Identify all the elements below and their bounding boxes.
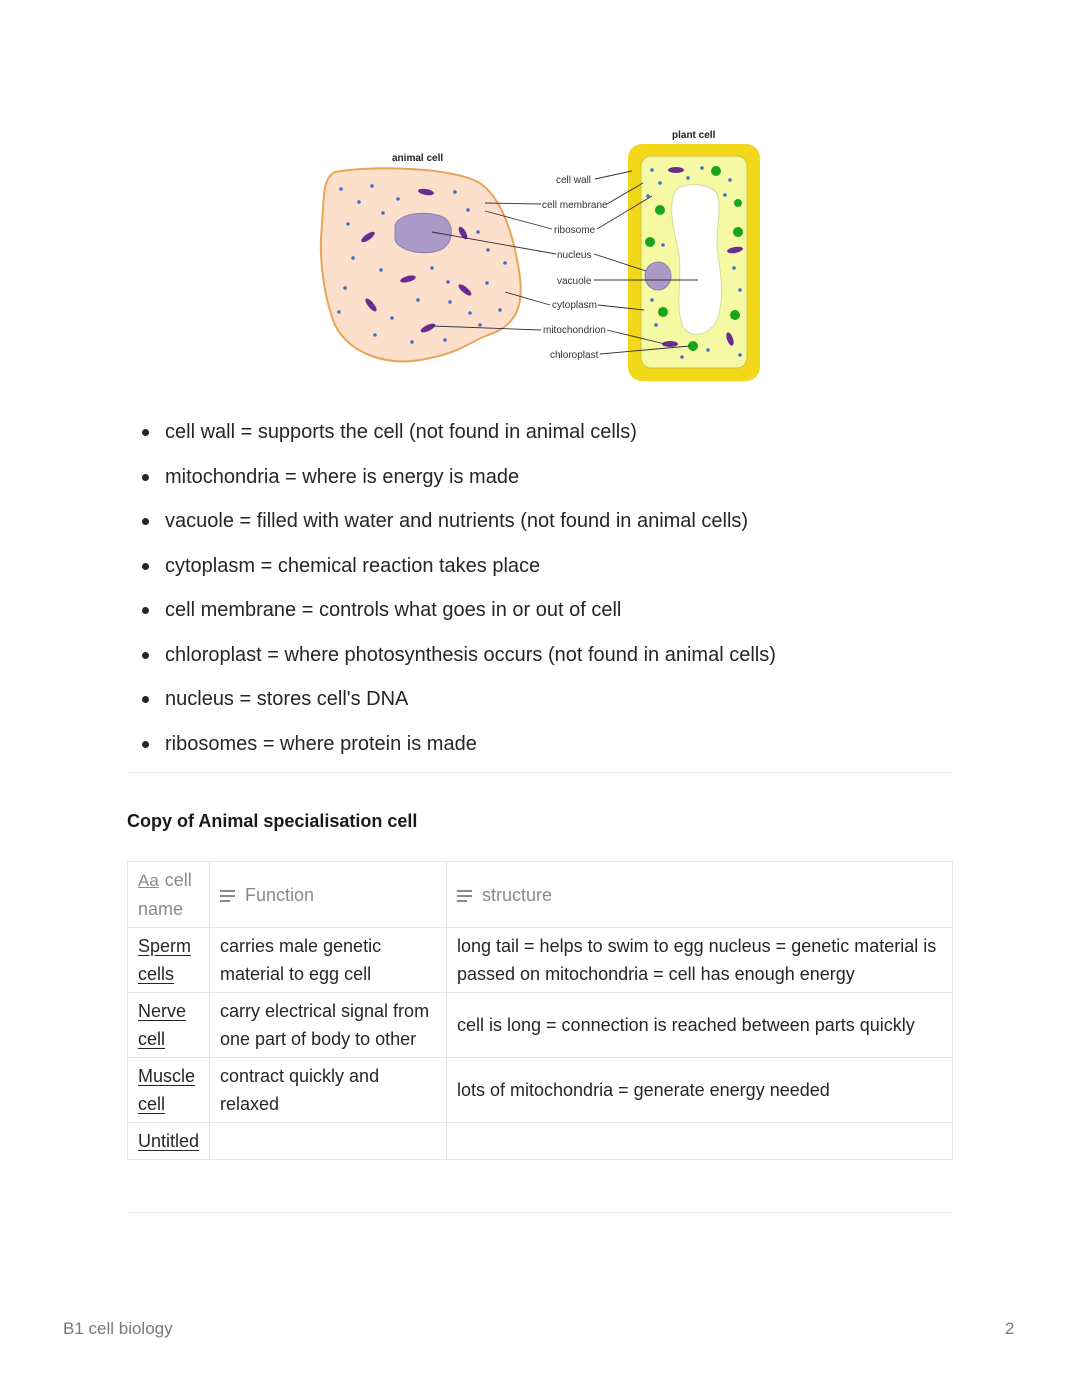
cell-name[interactable] bbox=[128, 1058, 210, 1123]
table-row bbox=[128, 928, 953, 993]
divider bbox=[127, 1212, 953, 1213]
animal-cell-title: animal cell bbox=[392, 153, 444, 164]
animal-cell-membrane bbox=[321, 168, 521, 361]
column-header-function[interactable] bbox=[210, 862, 447, 928]
section-title: Copy of Animal specialisation cell bbox=[127, 811, 418, 831]
text-property-icon bbox=[220, 889, 236, 903]
list-item: nucleus = stores cell's DNA bbox=[138, 677, 776, 722]
cell-name[interactable] bbox=[128, 993, 210, 1058]
column-header-name[interactable] bbox=[128, 862, 210, 928]
list-item: cell wall = supports the cell (not found in animal cells) bbox=[138, 410, 776, 455]
list-item: cytoplasm = chemical reaction takes place bbox=[138, 544, 776, 589]
cell-function[interactable]: carry electrical signal from one part of body to other bbox=[210, 993, 447, 1058]
column-header-structure-label: structure bbox=[482, 884, 553, 905]
cell-function[interactable] bbox=[210, 1123, 447, 1160]
plant-cell bbox=[628, 144, 760, 381]
column-header-name-label: cell name bbox=[138, 870, 192, 919]
row-title-link[interactable]: Sperm cells bbox=[138, 936, 192, 984]
animal-nucleus bbox=[395, 213, 451, 252]
footer-document-title: B1 cell biology bbox=[63, 1319, 173, 1338]
cell-name[interactable] bbox=[128, 1123, 210, 1160]
label-mitochondrion: mitochondrion bbox=[543, 325, 606, 336]
column-header-function-label: Function bbox=[245, 884, 315, 905]
row-title-link[interactable]: Muscle cell bbox=[138, 1066, 196, 1114]
label-nucleus: nucleus bbox=[557, 250, 592, 261]
specialised-cells-table bbox=[127, 861, 953, 1160]
label-cell-membrane: cell membrane bbox=[542, 200, 608, 211]
table-header-row bbox=[128, 862, 953, 928]
row-title-link[interactable]: Nerve cell bbox=[138, 1001, 187, 1049]
table-row bbox=[128, 1058, 953, 1123]
cell-structure[interactable]: long tail = helps to swim to egg nucleus = genetic material is passed on mitochondria = cell has enough energy bbox=[447, 928, 953, 993]
label-vacuole: vacuole bbox=[557, 276, 592, 287]
plant-cell-title: plant cell bbox=[672, 130, 716, 141]
plant-nucleus bbox=[645, 262, 671, 290]
plant-vacuole bbox=[672, 185, 722, 335]
cell-function[interactable]: contract quickly and relaxed bbox=[210, 1058, 447, 1123]
list-item: chloroplast = where photosynthesis occurs (not found in animal cells) bbox=[138, 633, 776, 678]
cell-structure[interactable] bbox=[447, 1123, 953, 1160]
label-cell-wall: cell wall bbox=[556, 175, 592, 186]
table-row bbox=[128, 1123, 953, 1160]
table-row bbox=[128, 993, 953, 1058]
cell-name[interactable] bbox=[128, 928, 210, 993]
cell-structure[interactable]: cell is long = connection is reached between parts quickly bbox=[447, 993, 953, 1058]
animal-cell bbox=[321, 168, 521, 361]
title-property-icon: Aa bbox=[138, 871, 159, 890]
column-header-structure[interactable] bbox=[447, 862, 953, 928]
list-item: cell membrane = controls what goes in or out of cell bbox=[138, 588, 776, 633]
divider bbox=[127, 772, 953, 773]
diagram-labels bbox=[542, 175, 608, 361]
organelle-function-list bbox=[138, 410, 776, 766]
list-item: mitochondria = where is energy is made bbox=[138, 455, 776, 500]
list-item: vacuole = filled with water and nutrients (not found in animal cells) bbox=[138, 499, 776, 544]
text-property-icon bbox=[457, 889, 473, 903]
cell-function[interactable]: carries male genetic material to egg cell bbox=[210, 928, 447, 993]
list-item: ribosomes = where protein is made bbox=[138, 722, 776, 767]
cell-structure[interactable]: lots of mitochondria = generate energy needed bbox=[447, 1058, 953, 1123]
label-cytoplasm: cytoplasm bbox=[552, 300, 598, 311]
page-number: 2 bbox=[1005, 1319, 1015, 1338]
cell-diagram bbox=[0, 0, 1080, 400]
label-ribosome: ribosome bbox=[554, 225, 596, 236]
row-title-link[interactable]: Untitled bbox=[138, 1131, 200, 1151]
label-chloroplast: chloroplast bbox=[550, 350, 599, 361]
